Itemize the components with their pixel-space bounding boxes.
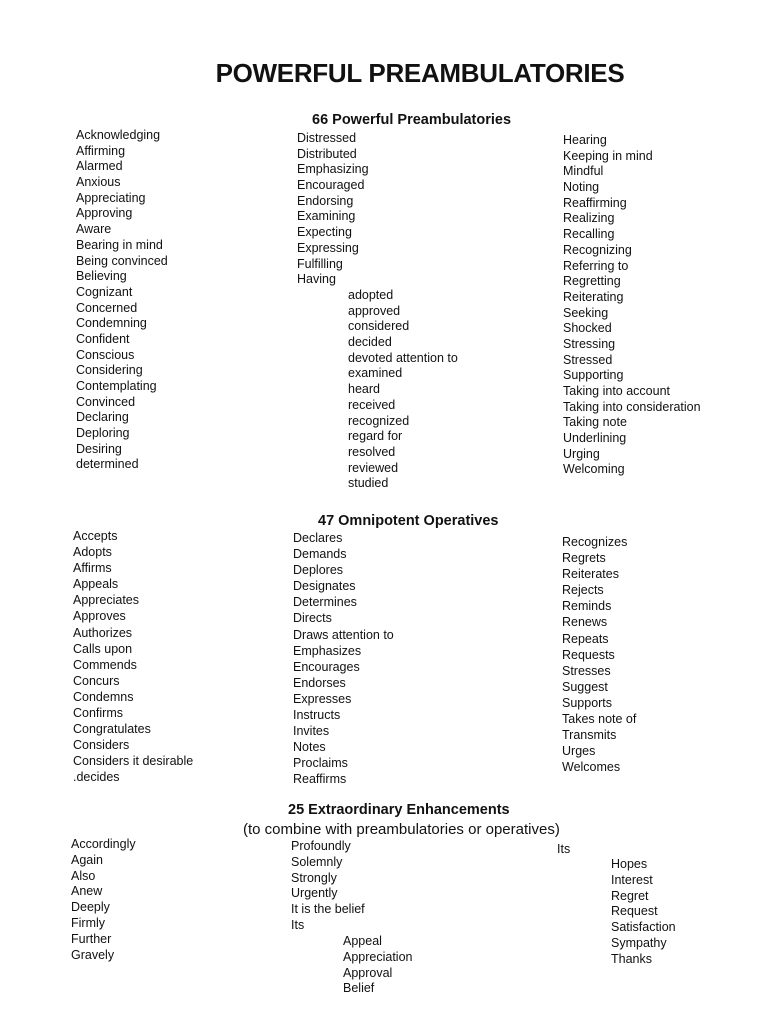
list-item: Stressing [563,336,616,351]
list-item: Appeal [343,934,382,948]
enhancements-column-3 [611,857,676,968]
list-item: Distributed [297,146,357,161]
list-item: Appreciates [73,593,140,608]
enhancements-heading: 25 Extraordinary Enhancements [288,802,510,818]
list-item: Considers it desirable [73,754,194,769]
list-item: Considers [73,738,130,753]
page-title: POWERFUL PREAMBULATORIES [215,58,625,88]
list-item: Noting [563,180,600,195]
list-item: Again [71,852,103,867]
enhancements-column-2 [291,839,365,934]
operatives-column-3 [562,535,636,776]
list-item: Regrets [562,551,606,566]
list-item: Taking into account [563,384,671,398]
enhancements-subheading: (to combine with preambulatories or operatives) [243,821,560,838]
list-item: Strongly [291,870,337,885]
list-item: Adopts [73,545,112,560]
list-item: Appeals [73,577,119,592]
list-item: Proclaims [293,756,348,771]
list-item: Approving [76,206,133,221]
list-item: Affirms [73,561,112,576]
list-item: Urging [563,446,600,461]
list-item: Mindful [563,164,604,179]
list-item: Having [297,272,336,287]
list-item: Reaffirms [293,772,347,787]
list-item: Also [71,868,96,883]
list-item: Expresses [293,691,352,706]
list-item: Realizing [563,211,615,226]
list-item: Concerned [76,300,138,315]
list-item: Firmly [71,915,106,930]
list-item: Keeping in mind [563,148,653,163]
operatives-column-2 [293,531,394,789]
list-item: Taking note [563,415,627,430]
list-item: Reiterates [562,567,619,582]
list-item: adopted [348,288,394,302]
list-item: Expressing [297,240,359,255]
list-item: Appreciation [343,949,413,964]
list-item: Demands [293,547,347,562]
list-item: Supports [562,695,613,710]
list-item: Welcoming [563,462,625,477]
list-item: Its [291,917,305,932]
list-item: Designates [293,579,356,594]
list-item: Accepts [73,529,118,543]
list-item: considered [348,319,410,334]
list-item: Convinced [76,394,136,409]
list-item: Commends [73,657,137,672]
list-item: approved [348,303,401,318]
list-item: Stressed [563,352,613,367]
list-item: determined [76,457,139,472]
list-item: Regret [611,888,649,903]
list-item: Condemns [73,689,134,704]
list-item: Encourages [293,659,360,674]
list-item: Reiterating [563,289,624,304]
list-item: Appreciating [76,190,146,205]
list-item: Cognizant [76,284,133,299]
list-item: Urgently [291,886,338,901]
list-item: Recognizes [562,535,628,549]
list-item: Request [611,904,658,919]
list-item: resolved [348,444,396,459]
list-item: Invites [293,724,330,739]
list-item: Stresses [562,663,611,678]
list-item: Anew [71,884,103,899]
list-item: Anxious [76,175,121,190]
preambulatories-heading: 66 Powerful Preambulatories [312,112,512,128]
list-item: Acknowledging [76,128,161,142]
list-item: Deploring [76,426,130,441]
list-item: Sympathy [611,935,667,950]
list-item: Affirming [76,143,126,158]
operatives-heading: 47 Omnipotent Operatives [318,513,499,529]
list-item: Alarmed [76,159,123,174]
list-item: Transmits [562,728,617,743]
list-item: Contemplating [76,379,157,393]
list-item: Considering [76,363,143,378]
list-item: Conscious [76,347,135,362]
list-item: Accordingly [71,837,136,851]
list-item: Confident [76,331,130,346]
list-item: Approves [73,609,126,624]
list-item: .decides [73,770,120,785]
list-item: Directs [293,611,332,626]
list-item: Notes [293,740,326,755]
list-item: Declares [293,531,343,545]
list-item: Recognizing [563,242,632,257]
list-item: Examining [297,209,356,224]
list-item: decided [348,335,392,350]
list-item: devoted attention to [348,350,458,365]
list-item: received [348,397,396,412]
list-item: Being convinced [76,253,168,268]
enhancements-column-1 [71,837,136,963]
list-item: Rejects [562,583,604,598]
list-item: Taking into consideration [563,399,701,414]
list-item: It is the belief [291,902,365,917]
list-item: Suggest [562,679,608,694]
list-item: Gravely [71,947,115,962]
list-item: Aware [76,222,112,237]
list-item: examined [348,366,403,381]
list-item: Emphasizing [297,162,369,177]
list-item: Instructs [293,708,341,723]
list-item: Satisfaction [611,920,676,935]
list-item: Regretting [563,274,621,289]
list-item: Recalling [563,227,615,242]
operatives-column-1 [73,529,193,787]
list-item: Distressed [297,131,357,145]
list-item: Endorsing [297,193,354,208]
list-item: Profoundly [291,839,351,853]
list-item: Draws attention to [293,627,394,642]
its-sublist [343,934,413,997]
list-item: studied [348,476,389,491]
list-item: recognized [348,413,410,428]
list-item: Solemnly [291,854,343,869]
list-item: Takes note of [562,712,637,727]
list-item: Shocked [563,321,612,336]
list-item: Further [71,931,112,946]
list-item: Requests [562,647,615,662]
list-item: Bearing in mind [76,237,163,252]
list-item: Welcomes [562,760,621,775]
list-item: Urges [562,744,596,759]
list-item: Referring to [563,258,629,273]
preambulatories-column-1 [76,128,168,473]
list-item: Encouraged [297,178,365,193]
list-item: Reaffirming [563,195,627,210]
list-item: Congratulates [73,722,151,737]
list-item: Interest [611,872,653,887]
list-item: Repeats [562,631,609,646]
list-item: Declaring [76,410,129,425]
list-item: Thanks [611,951,652,966]
list-item: Underlining [563,431,627,446]
list-item: Seeking [563,305,609,320]
list-item: Believing [76,269,127,284]
list-item: regard for [348,429,403,444]
list-item: Renews [562,615,608,630]
preambulatories-column-2 [297,131,369,288]
list-item: Endorses [293,675,346,690]
enhancements-its-label: Its [557,842,571,856]
list-item: Deeply [71,900,110,915]
list-item: Expecting [297,225,352,240]
list-item: reviewed [348,460,399,475]
list-item: Concurs [73,673,120,688]
list-item: Calls upon [73,641,133,656]
list-item: Determines [293,595,357,610]
list-item: Approval [343,965,393,980]
list-item: Reminds [562,599,612,614]
having-sublist [348,288,458,492]
list-item: Authorizes [73,625,133,640]
list-item: Hearing [563,133,607,147]
list-item: Confirms [73,706,124,721]
list-item: Supporting [563,368,624,383]
list-item: Belief [343,981,375,996]
list-item: Condemning [76,316,147,331]
list-item: Deplores [293,563,344,578]
preambulatories-column-3 [563,133,701,478]
list-item: Emphasizes [293,643,362,658]
list-item: Fulfilling [297,256,343,271]
list-item: heard [348,382,380,397]
list-item: Hopes [611,857,648,871]
list-item: Desiring [76,441,122,456]
